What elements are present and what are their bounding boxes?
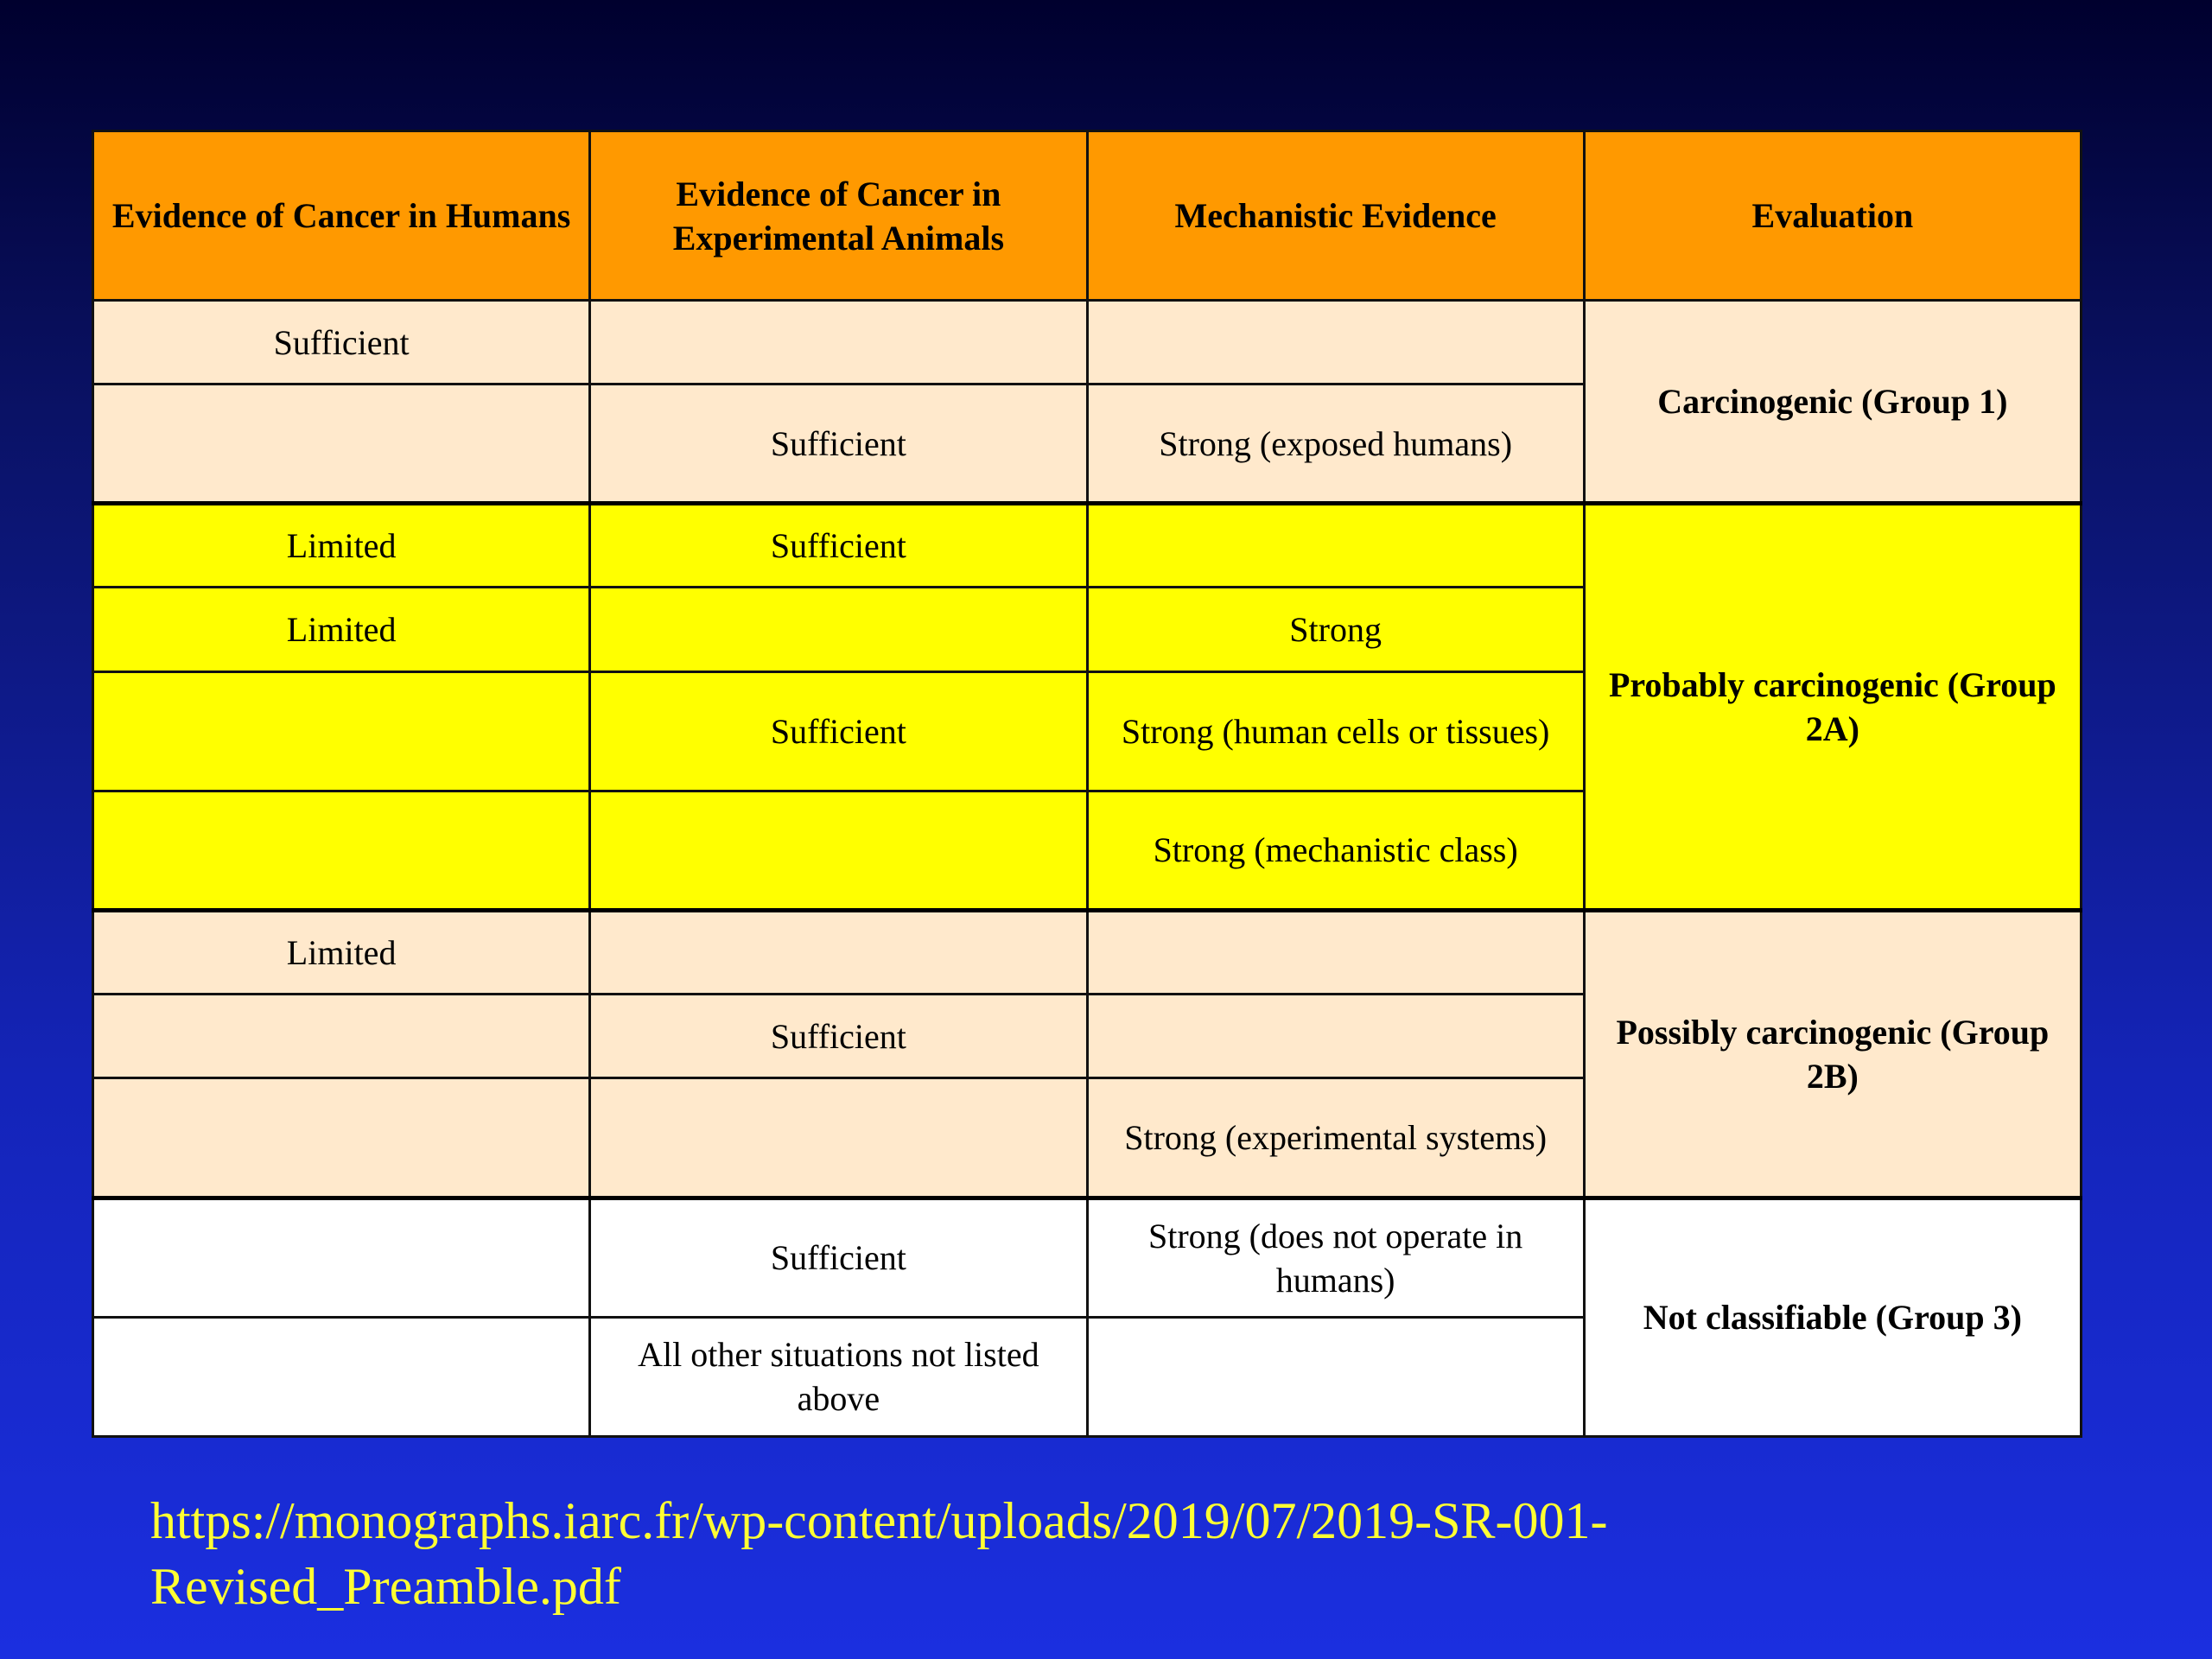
evaluation-group-2b: Possibly carcinogenic (Group 2B) [1584,911,2081,1198]
cell-humans [93,995,590,1078]
cell-mechanistic: Strong (mechanistic class) [1087,791,1584,910]
evaluation-group-1: Carcinogenic (Group 1) [1584,301,2081,504]
cell-mechanistic [1087,1317,1584,1436]
cell-humans: Limited [93,588,590,671]
cell-mechanistic [1087,301,1584,385]
cell-mechanistic: Strong [1087,588,1584,671]
cell-animals [590,1078,1087,1198]
cell-animals [590,911,1087,995]
cell-animals: Sufficient [590,995,1087,1078]
table-row [93,504,2082,588]
cell-animals: All other situations not listed above [590,1317,1087,1436]
cell-mechanistic [1087,911,1584,995]
header-mechanistic: Mechanistic Evidence [1087,131,1584,301]
cell-animals: Sufficient [590,671,1087,791]
header-animals: Evidence of Cancer in Experimental Animals [590,131,1087,301]
table-row [93,911,2082,995]
cell-animals: Sufficient [590,385,1087,504]
cell-humans: Sufficient [93,301,590,385]
evaluation-group-3: Not classifiable (Group 3) [1584,1198,2081,1436]
header-humans: Evidence of Cancer in Humans [93,131,590,301]
source-link[interactable]: https://monographs.iarc.fr/wp-content/uploads/2019/07/2019-SR-001-Revised_Preamble.pdf [150,1492,1608,1615]
evaluation-group-2a: Probably carcinogenic (Group 2A) [1584,504,2081,911]
cell-mechanistic: Strong (exposed humans) [1087,385,1584,504]
cell-humans: Limited [93,504,590,588]
cell-mechanistic [1087,995,1584,1078]
header-evaluation: Evaluation [1584,131,2081,301]
cell-animals: Sufficient [590,504,1087,588]
cell-animals: Sufficient [590,1198,1087,1317]
cell-mechanistic: Strong (experimental systems) [1087,1078,1584,1198]
cell-mechanistic: Strong (human cells or tissues) [1087,671,1584,791]
cell-humans [93,1317,590,1436]
header-row [93,131,2082,301]
cell-animals [590,791,1087,910]
cell-mechanistic [1087,504,1584,588]
cell-animals [590,301,1087,385]
cell-humans [93,1198,590,1317]
cell-humans [93,1078,590,1198]
cell-animals [590,588,1087,671]
classification-table [92,130,2082,1438]
cell-mechanistic: Strong (does not operate in humans) [1087,1198,1584,1317]
cell-humans [93,671,590,791]
table-row [93,1198,2082,1317]
cell-humans [93,385,590,504]
cell-humans [93,791,590,910]
cell-humans: Limited [93,911,590,995]
table-row [93,301,2082,385]
